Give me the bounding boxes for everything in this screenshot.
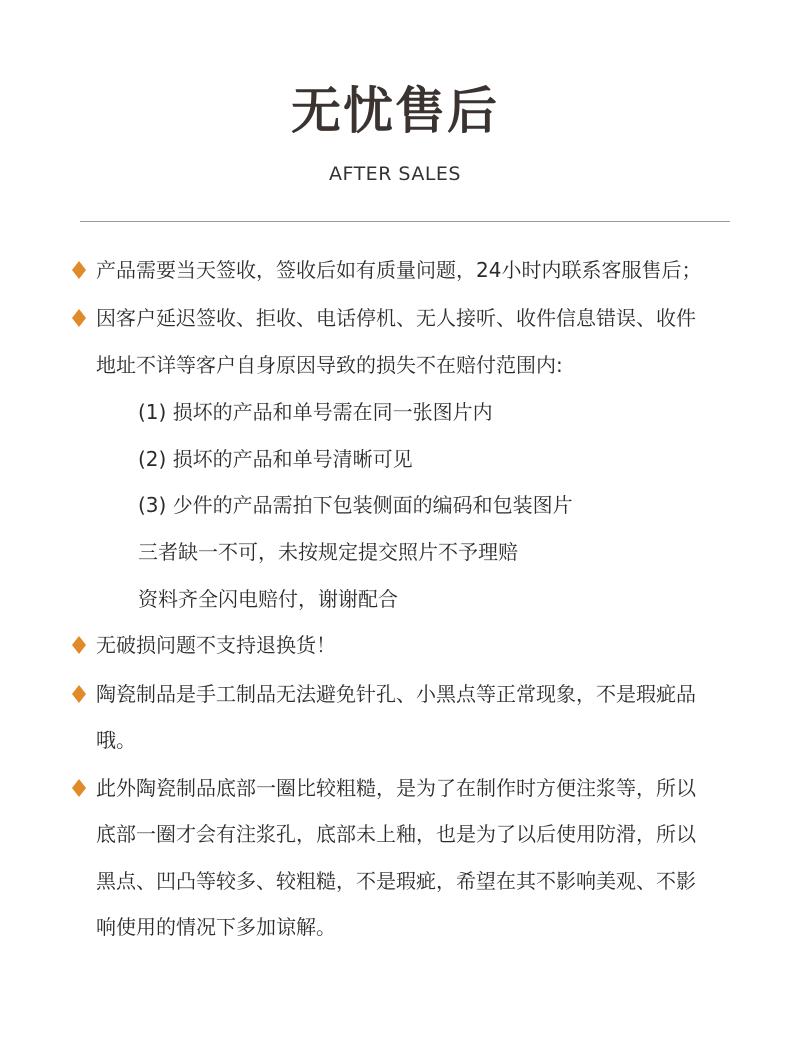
paragraph-line: 陶瓷制品是手工制品无法避免针孔、小黑点等正常现象，不是瑕疵品 bbox=[96, 682, 696, 706]
sub-item-line: (3) 少件的产品需拍下包装侧面的编码和包装图片 bbox=[138, 493, 573, 517]
diamond-bullet-icon bbox=[70, 774, 88, 802]
sub-item-line: 三者缺一不可，未按规定提交照片不予理赔 bbox=[138, 540, 518, 564]
paragraph-line: 此外陶瓷制品底部一圈比较粗糙，是为了在制作时方便注浆等，所以 bbox=[96, 776, 696, 800]
paragraph-line: 响使用的情况下多加谅解。 bbox=[96, 915, 336, 939]
paragraph-line: 黑点、凹凸等较多、较粗糙，不是瑕疵，希望在其不影响美观、不影 bbox=[96, 869, 696, 893]
page-subtitle: AFTER SALES bbox=[328, 163, 461, 185]
paragraph-line: 地址不详等客户自身原因导致的损失不在赔付范围内: bbox=[96, 353, 563, 377]
paragraph-line: 产品需要当天签收，签收后如有质量问题，24小时内联系客服售后； bbox=[96, 258, 702, 282]
paragraph-line: 底部一圈才会有注浆孔，底部未上釉，也是为了以后使用防滑，所以 bbox=[96, 822, 696, 846]
diamond-bullet-icon bbox=[70, 256, 88, 284]
paragraph-line: 哦。 bbox=[96, 728, 136, 752]
sub-item-line: 资料齐全闪电赔付，谢谢配合 bbox=[138, 587, 398, 611]
page-title: 无忧售后 bbox=[291, 82, 499, 140]
paragraph-line: 因客户延迟签收、拒收、电话停机、无人接听、收件信息错误、收件 bbox=[96, 306, 696, 330]
sub-item-line: (2) 损坏的产品和单号清晰可见 bbox=[138, 447, 413, 471]
diamond-bullet-icon bbox=[70, 304, 88, 332]
diamond-bullet-icon bbox=[70, 680, 88, 708]
diamond-bullet-icon bbox=[70, 631, 88, 659]
paragraph-line: 无破损问题不支持退换货！ bbox=[96, 633, 336, 657]
sub-item-line: (1) 损坏的产品和单号需在同一张图片内 bbox=[138, 400, 493, 424]
header-divider bbox=[80, 221, 730, 222]
